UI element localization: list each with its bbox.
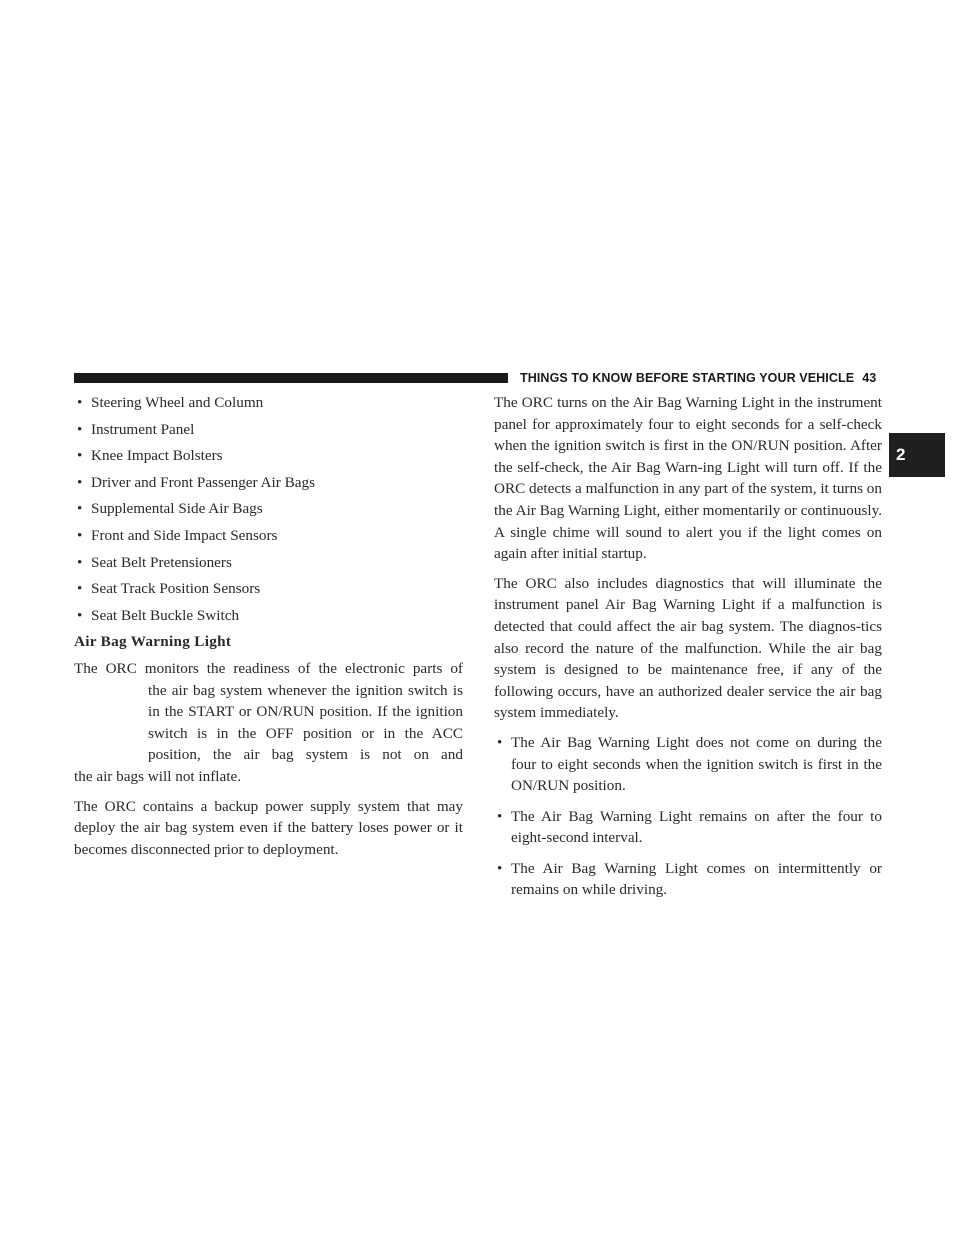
list-item: • Steering Wheel and Column	[74, 392, 463, 414]
list-item: • Seat Track Position Sensors	[74, 578, 463, 600]
paragraph-diagnostics: The ORC also includes diagnostics that will illuminate the instrument panel Air Bag Warning Light if a malfunction is detected that could affect the air bag system. The diagnos-tics also record the nature of the malfunction. While the air bag system is designed to be maintenance free, if any of the following occurs, have an authorized dealer service the air bag system immediately.	[494, 574, 882, 722]
paragraph-orc-monitors	[74, 658, 463, 788]
component-list	[74, 392, 463, 626]
paragraph-backup-power: The ORC contains a backup power supply system that may deploy the air bag system even if the battery loses power or it becomes disconnected prior to deployment.	[74, 797, 463, 858]
service-conditions-list	[494, 732, 882, 901]
list-item: • Supplemental Side Air Bags	[74, 498, 463, 520]
paragraph-tail: the air bags will not inflate.	[74, 767, 242, 785]
list-item: • Seat Belt Pretensioners	[74, 552, 463, 574]
list-item: • Front and Side Impact Sensors	[74, 525, 463, 547]
right-column	[494, 392, 882, 910]
paragraph-indented: the air bag system whenever the ignition switch is in the START or ON/RUN position. If the ignition switch is in the OFF position or in the ACC position, the air bag system is not on and	[148, 681, 463, 764]
list-item: • The Air Bag Warning Light remains on after the four to eight-second interval.	[494, 806, 882, 849]
list-item: • The Air Bag Warning Light does not come on during the four to eight seconds when the ignition switch is first in the ON/RUN position.	[494, 732, 882, 797]
left-column	[74, 392, 463, 868]
page-number: 43	[862, 371, 877, 385]
list-item: • The Air Bag Warning Light comes on intermittently or remains on while driving.	[494, 858, 882, 901]
header-rule	[74, 373, 508, 383]
list-item: • Driver and Front Passenger Air Bags	[74, 472, 463, 494]
section-heading: Air Bag Warning Light	[74, 633, 232, 651]
paragraph-lead: The ORC monitors the readiness of the electronic parts of	[74, 659, 463, 677]
section-title: THINGS TO KNOW BEFORE STARTING YOUR VEHICLE	[520, 371, 855, 385]
running-header	[520, 369, 876, 387]
paragraph-self-check: The ORC turns on the Air Bag Warning Light in the instrument panel for approximately four to eight seconds for a self-check when the ignition switch is first in the ON/RUN position. After the self-check, the Air Bag Warn-ing Light will turn off. If the ORC detects a malfunction in any part of the system, it turns on the Air Bag Warning Light, either momentarily or continuously. A single chime will sound to alert you if the light comes on again after initial startup.	[494, 394, 882, 563]
list-item: • Instrument Panel	[74, 419, 463, 441]
list-item: • Knee Impact Bolsters	[74, 445, 463, 467]
chapter-tab: 2	[889, 433, 945, 477]
list-item: • Seat Belt Buckle Switch	[74, 605, 463, 627]
